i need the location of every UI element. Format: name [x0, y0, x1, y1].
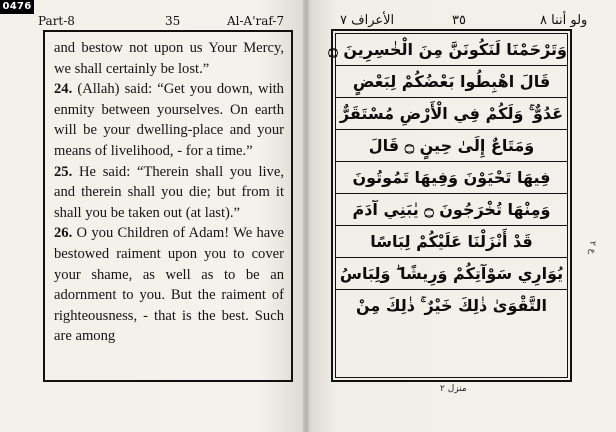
book-gutter	[302, 0, 310, 432]
verse-text: (Allah) said: “Get you down, with enmity between yourselves. On earth will be your dwelling-place and your means of livelihood, - for a time.”	[54, 81, 284, 159]
arabic-text-inner-frame	[328, 33, 568, 378]
arabic-line: التَّقْوَىٰ ذٰلِكَ خَيْرٌ ۚ ذٰلِكَ مِنْ	[355, 296, 548, 315]
manzil-footer: منزل ٢	[440, 384, 467, 394]
arabic-line: وَتَرْحَمْنَا لَنَكُونَنَّ مِنَ الْخٰسِرِينَ ۝	[336, 34, 567, 66]
verse-number: 24.	[54, 81, 73, 98]
verse-text: He said: “Therein shall you live, and therein shall you die; but from it shall you be taken out (at last).”	[54, 163, 284, 221]
translation-paragraph	[54, 38, 284, 79]
right-header-surah: الأعراف ٧	[340, 13, 395, 28]
arabic-line: وَمَتَاعٌ إِلَىٰ حِينٍ ۝ قَالَ	[336, 130, 567, 162]
ruku-marker: ع ٢	[587, 241, 597, 255]
arabic-line: وَمِنْهَا تُخْرَجُونَ ۝ يٰبَنِي آدَمَ	[336, 194, 567, 226]
left-header-surah: Al-A'raf-7	[227, 14, 285, 28]
translation-frame	[43, 30, 293, 382]
left-header-page-number: 35	[165, 14, 181, 28]
verse-number: 25.	[54, 163, 73, 180]
arabic-line: يُوَارِي سَوْآتِكُمْ وَرِيشًا ۖ وَلِبَاسُ	[336, 258, 567, 290]
verse-number: 26.	[54, 225, 73, 242]
page-id-label: 0476	[0, 0, 34, 14]
right-header-juz: ولو أننا ٨	[540, 13, 588, 28]
right-header-page-number: ٣٥	[452, 13, 466, 28]
translation-paragraph	[54, 162, 284, 224]
left-header-part: Part-8	[38, 14, 75, 28]
arabic-line: فِيهَا تَحْيَوْنَ وَفِيهَا تَمُوتُونَ	[336, 162, 567, 194]
arabic-line: قَالَ اهْبِطُوا بَعْضُكُمْ لِبَعْضٍ	[336, 66, 567, 98]
arabic-line: عَدُوٌّ ۚ وَلَكُمْ فِي الْأَرْضِ مُسْتَقَرٌّ	[336, 98, 567, 130]
arabic-text-frame	[328, 29, 572, 382]
verse-text: O you Children of Adam! We have bestowed raiment upon you to cover your shame, as well as to be an adornment to you. But the raiment of righteousness, - that is the best. Such are among	[54, 225, 284, 345]
verse-text: and bestow not upon us Your Mercy, we shall certainly be lost.”	[54, 40, 284, 77]
arabic-line: قَدْ أَنْزَلْنَا عَلَيْكُمْ لِبَاسًا	[336, 226, 567, 258]
translation-paragraph	[54, 79, 284, 161]
translation-paragraph	[54, 223, 284, 347]
